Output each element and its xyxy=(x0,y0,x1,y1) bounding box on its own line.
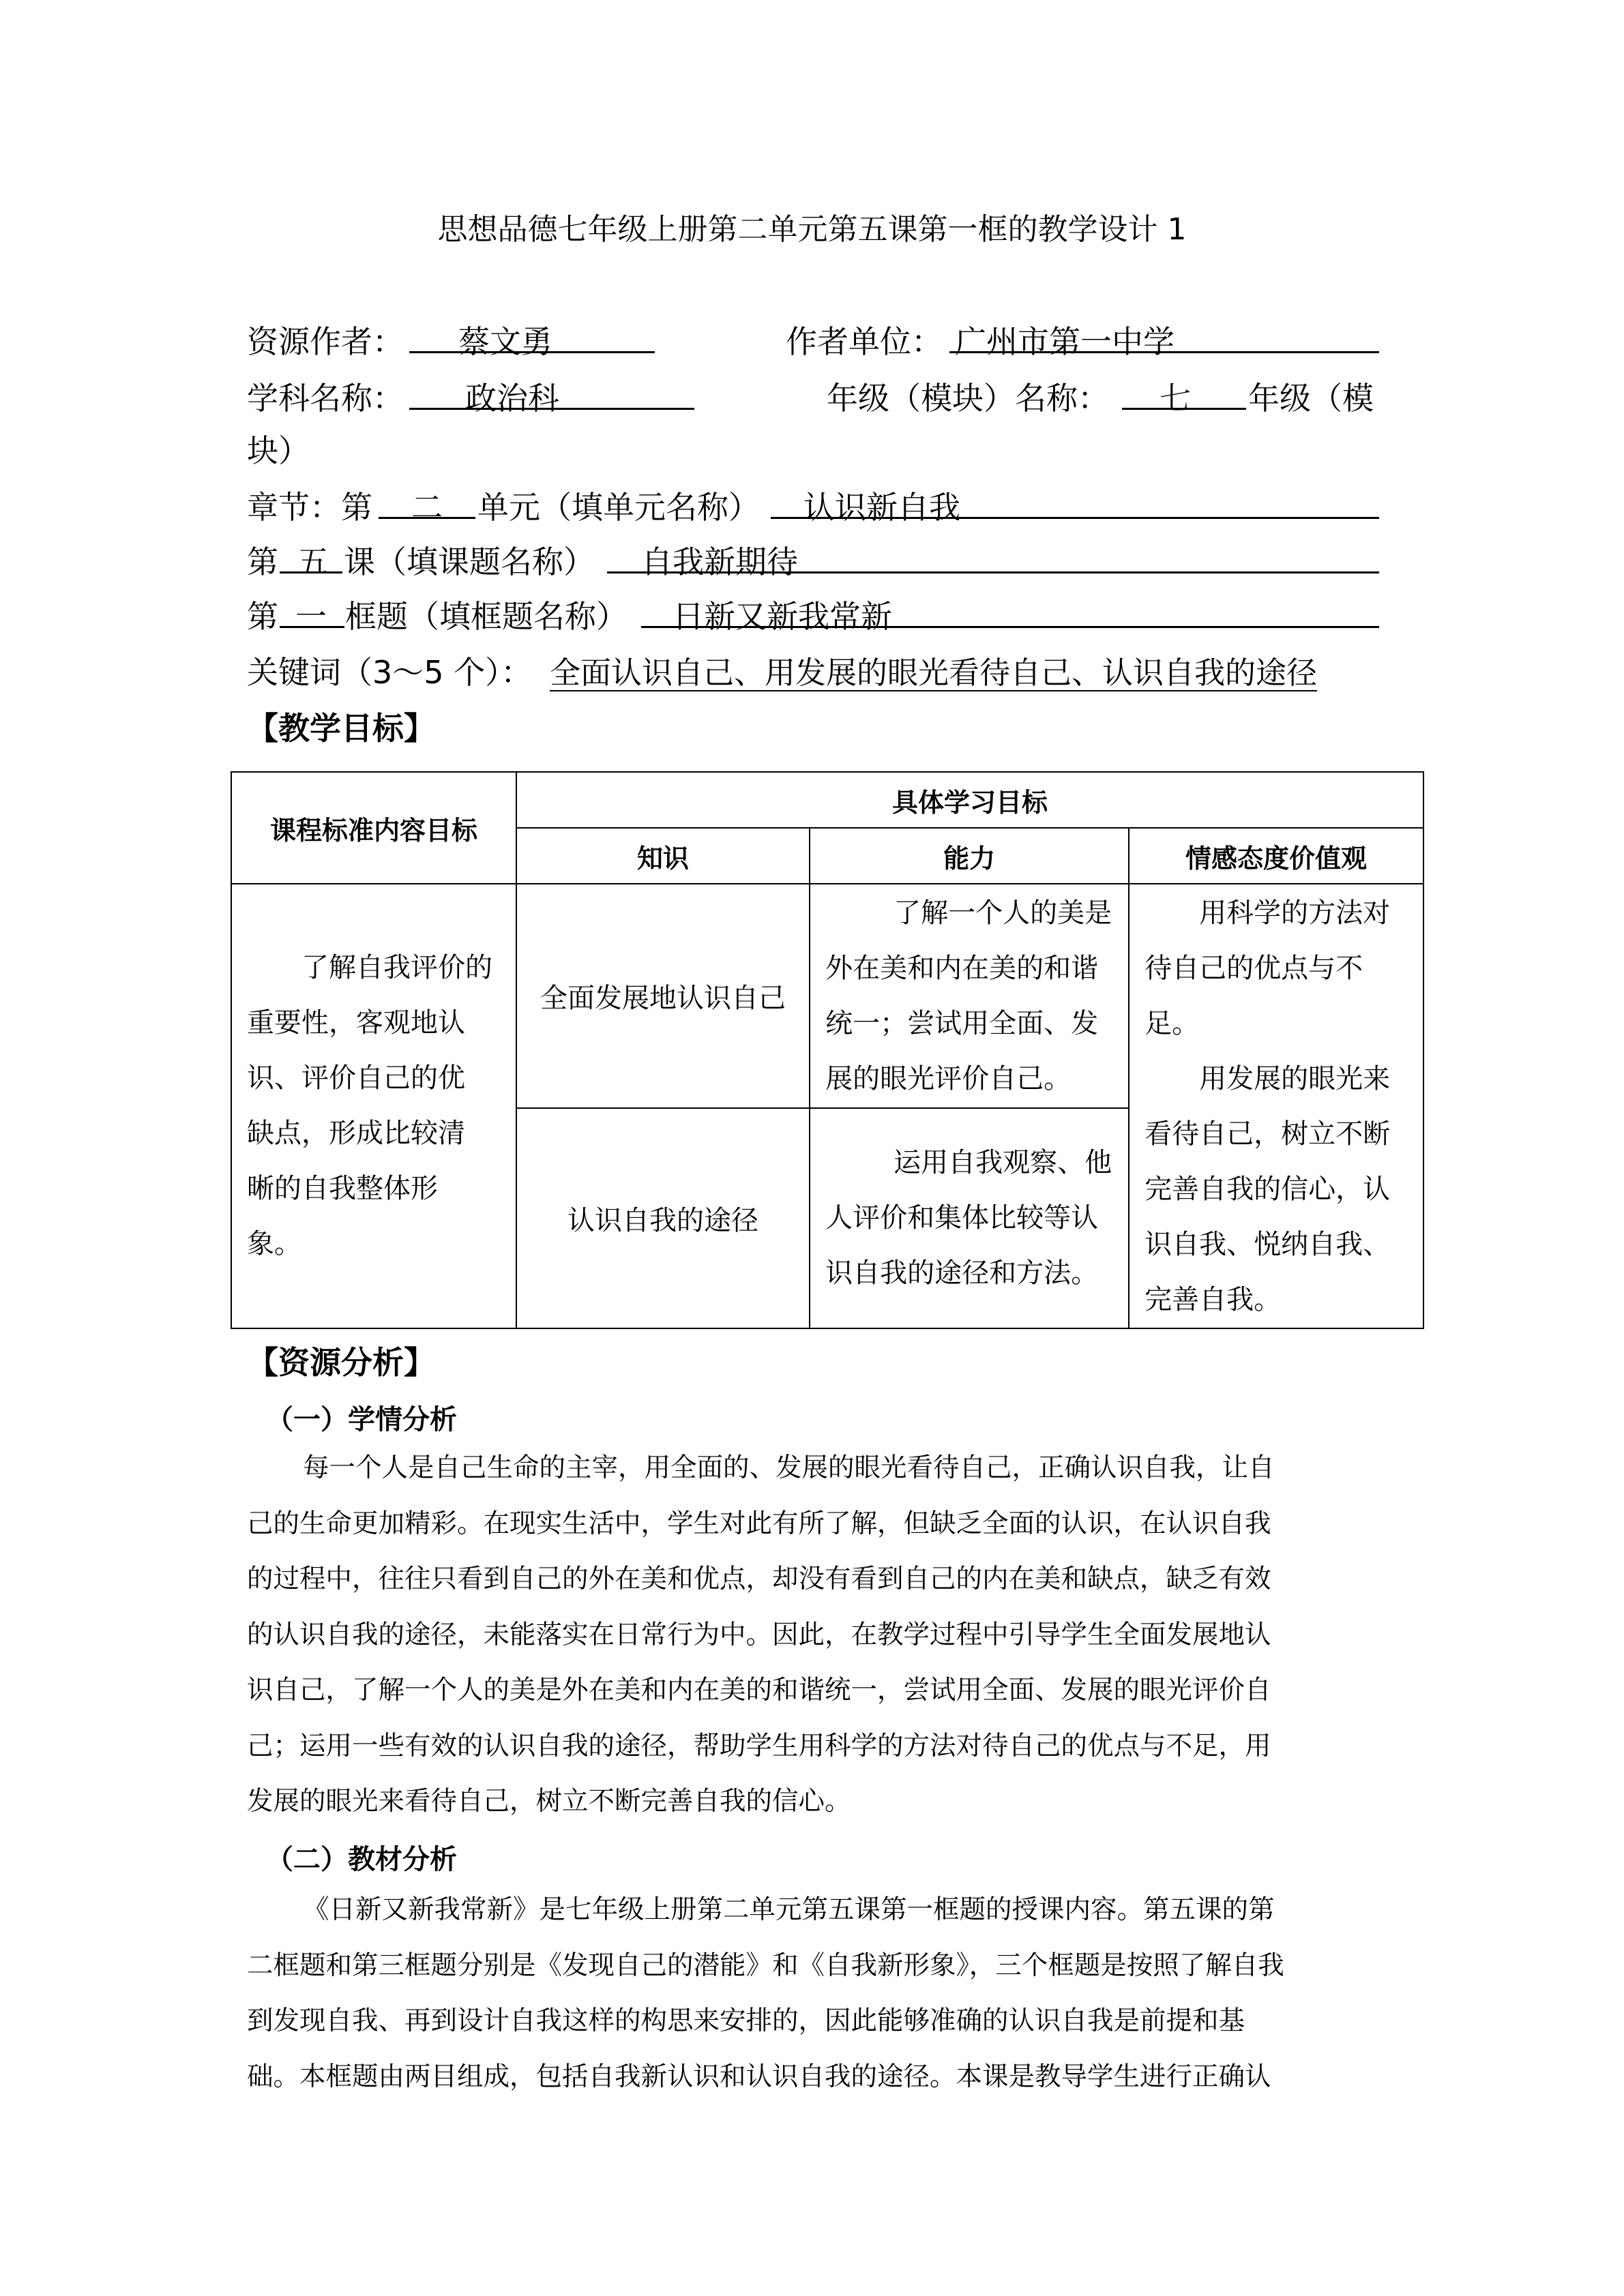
grade-suffix-wrap: 块） xyxy=(247,432,310,469)
section2-paragraph xyxy=(247,1882,1372,2104)
goals-table xyxy=(231,771,1424,1329)
para-line: 己；运用一些有效的认识自我的途径，帮助学生用科学的方法对待自己的优点与不足，用 xyxy=(247,1730,1271,1761)
ability-line: 展的眼光评价自己。 xyxy=(825,1063,1072,1094)
para-line: 识自己，了解一个人的美是外在美和内在美的和谐统一，尝试用全面、发展的眼光评价自 xyxy=(247,1675,1271,1705)
standard-line: 识、评价自己的优 xyxy=(247,1062,465,1094)
ability-line: 识自我的途径和方法。 xyxy=(825,1257,1099,1289)
unit-label: 作者单位： xyxy=(786,323,943,360)
para-line: 的认识自我的途径，未能落实在日常行为中。因此，在教学过程中引导学生全面发展地认 xyxy=(247,1619,1271,1650)
page-title: 思想品德七年级上册第二单元第五课第一框的教学设计 1 xyxy=(437,212,1187,247)
header-emotion: 情感态度价值观 xyxy=(1129,828,1423,884)
chapter-label: 章节：第 xyxy=(247,489,372,526)
keywords-value: 全面认识自己、用发展的眼光看待自己、认识自我的途径 xyxy=(550,655,1318,691)
ability-line: 了解一个人的美是 xyxy=(894,897,1112,929)
subject-value: 政治科 xyxy=(465,380,559,417)
header-standard: 课程标准内容目标 xyxy=(231,772,516,884)
author-value: 蔡文勇 xyxy=(458,323,552,360)
lesson-mid: 课（填课题名称） xyxy=(344,543,595,580)
standard-line: 了解自我评价的 xyxy=(301,952,492,983)
para-line: 础。本框题由两目组成，包括自我新认识和认识自我的途径。本课是教导学生进行正确认 xyxy=(247,2061,1271,2092)
row1-ability xyxy=(810,884,1129,1108)
section1-paragraph xyxy=(247,1440,1372,1830)
frame-pre: 第 xyxy=(247,598,278,635)
para-line: 的过程中，往往只看到自己的外在美和优点，却没有看到自己的内在美和缺点，缺乏有效 xyxy=(247,1564,1271,1594)
keywords-label: 关键词（3～5 个）： xyxy=(247,654,533,691)
ability-line: 运用自我观察、他 xyxy=(894,1147,1112,1178)
lesson-pre: 第 xyxy=(247,543,278,580)
row1-knowledge: 全面发展地认识自己 xyxy=(516,884,810,1108)
para-line: 二框题和第三框题分别是《发现自己的潜能》和《自我新形象》，三个框题是按照了解自我 xyxy=(247,1950,1284,1981)
ability-line: 统一；尝试用全面、发 xyxy=(825,1008,1099,1039)
frame-mid: 框题（填框题名称） xyxy=(345,598,628,635)
grade-value: 七 xyxy=(1160,380,1191,417)
chapter-num: 二 xyxy=(411,489,443,526)
emotion-line: 看待自己，树立不断 xyxy=(1145,1118,1391,1150)
ability-line: 人评价和集体比较等认 xyxy=(825,1202,1099,1234)
section1-title: （一）学情分析 xyxy=(266,1404,457,1435)
emotion-line: 用科学的方法对 xyxy=(1199,897,1391,929)
standard-cell xyxy=(231,884,516,1328)
lesson-num: 五 xyxy=(297,543,329,580)
frame-name: 日新又新我常新 xyxy=(673,598,892,635)
standard-line: 缺点，形成比较清 xyxy=(247,1118,465,1149)
para-line: 己的生命更加精彩。在现实生活中，学生对此有所了解，但缺乏全面的认识，在认识自我 xyxy=(247,1508,1271,1539)
row2-ability xyxy=(810,1108,1129,1328)
para-line: 到发现自我、再到设计自我这样的构思来安排的，因此能够准确的认识自我是前提和基 xyxy=(247,2006,1245,2036)
header-ability: 能力 xyxy=(810,828,1129,884)
row2-knowledge: 认识自我的途径 xyxy=(516,1108,810,1328)
section2-title: （二）教材分析 xyxy=(266,1844,457,1875)
subject-label: 学科名称： xyxy=(247,380,404,417)
grade-suffix: 年级（模 xyxy=(1248,380,1374,417)
frame-num: 一 xyxy=(295,598,327,635)
goals-heading: 【教学目标】 xyxy=(247,710,435,747)
emotion-line: 待自己的优点与不 xyxy=(1145,953,1363,984)
para-line: 发展的眼光来看待自己，树立不断完善自我的信心。 xyxy=(247,1786,851,1817)
standard-line: 重要性，客观地认 xyxy=(247,1007,465,1039)
standard-line: 象。 xyxy=(247,1228,301,1259)
emotion-line: 完善自我的信心，认 xyxy=(1145,1174,1391,1205)
author-label: 资源作者： xyxy=(247,323,404,360)
ability-line: 外在美和内在美的和谐 xyxy=(825,953,1099,984)
chapter-name: 认识新自我 xyxy=(803,489,960,526)
para-line: 《日新又新我常新》是七年级上册第二单元第五课第一框题的授课内容。第五课的第 xyxy=(303,1894,1275,1925)
unit-value: 广州市第一中学 xyxy=(955,323,1175,360)
standard-line: 晰的自我整体形 xyxy=(247,1173,438,1204)
header-knowledge: 知识 xyxy=(516,828,810,884)
emotion-line: 足。 xyxy=(1145,1008,1200,1039)
analysis-heading: 【资源分析】 xyxy=(247,1344,435,1381)
lesson-name: 自我新期待 xyxy=(641,543,798,580)
para-line: 每一个人是自己生命的主宰，用全面的、发展的眼光看待自己，正确认识自我，让自 xyxy=(303,1452,1275,1483)
emotion-line: 用发展的眼光来 xyxy=(1199,1063,1391,1094)
header-specific: 具体学习目标 xyxy=(516,772,1423,828)
emotion-line: 完善自我。 xyxy=(1145,1284,1282,1315)
emotion-line: 识自我、悦纳自我、 xyxy=(1145,1229,1391,1260)
grade-label: 年级（模块）名称： xyxy=(827,380,1109,417)
chapter-mid: 单元（填单元名称） xyxy=(477,489,760,526)
emotion-cell xyxy=(1129,884,1423,1328)
